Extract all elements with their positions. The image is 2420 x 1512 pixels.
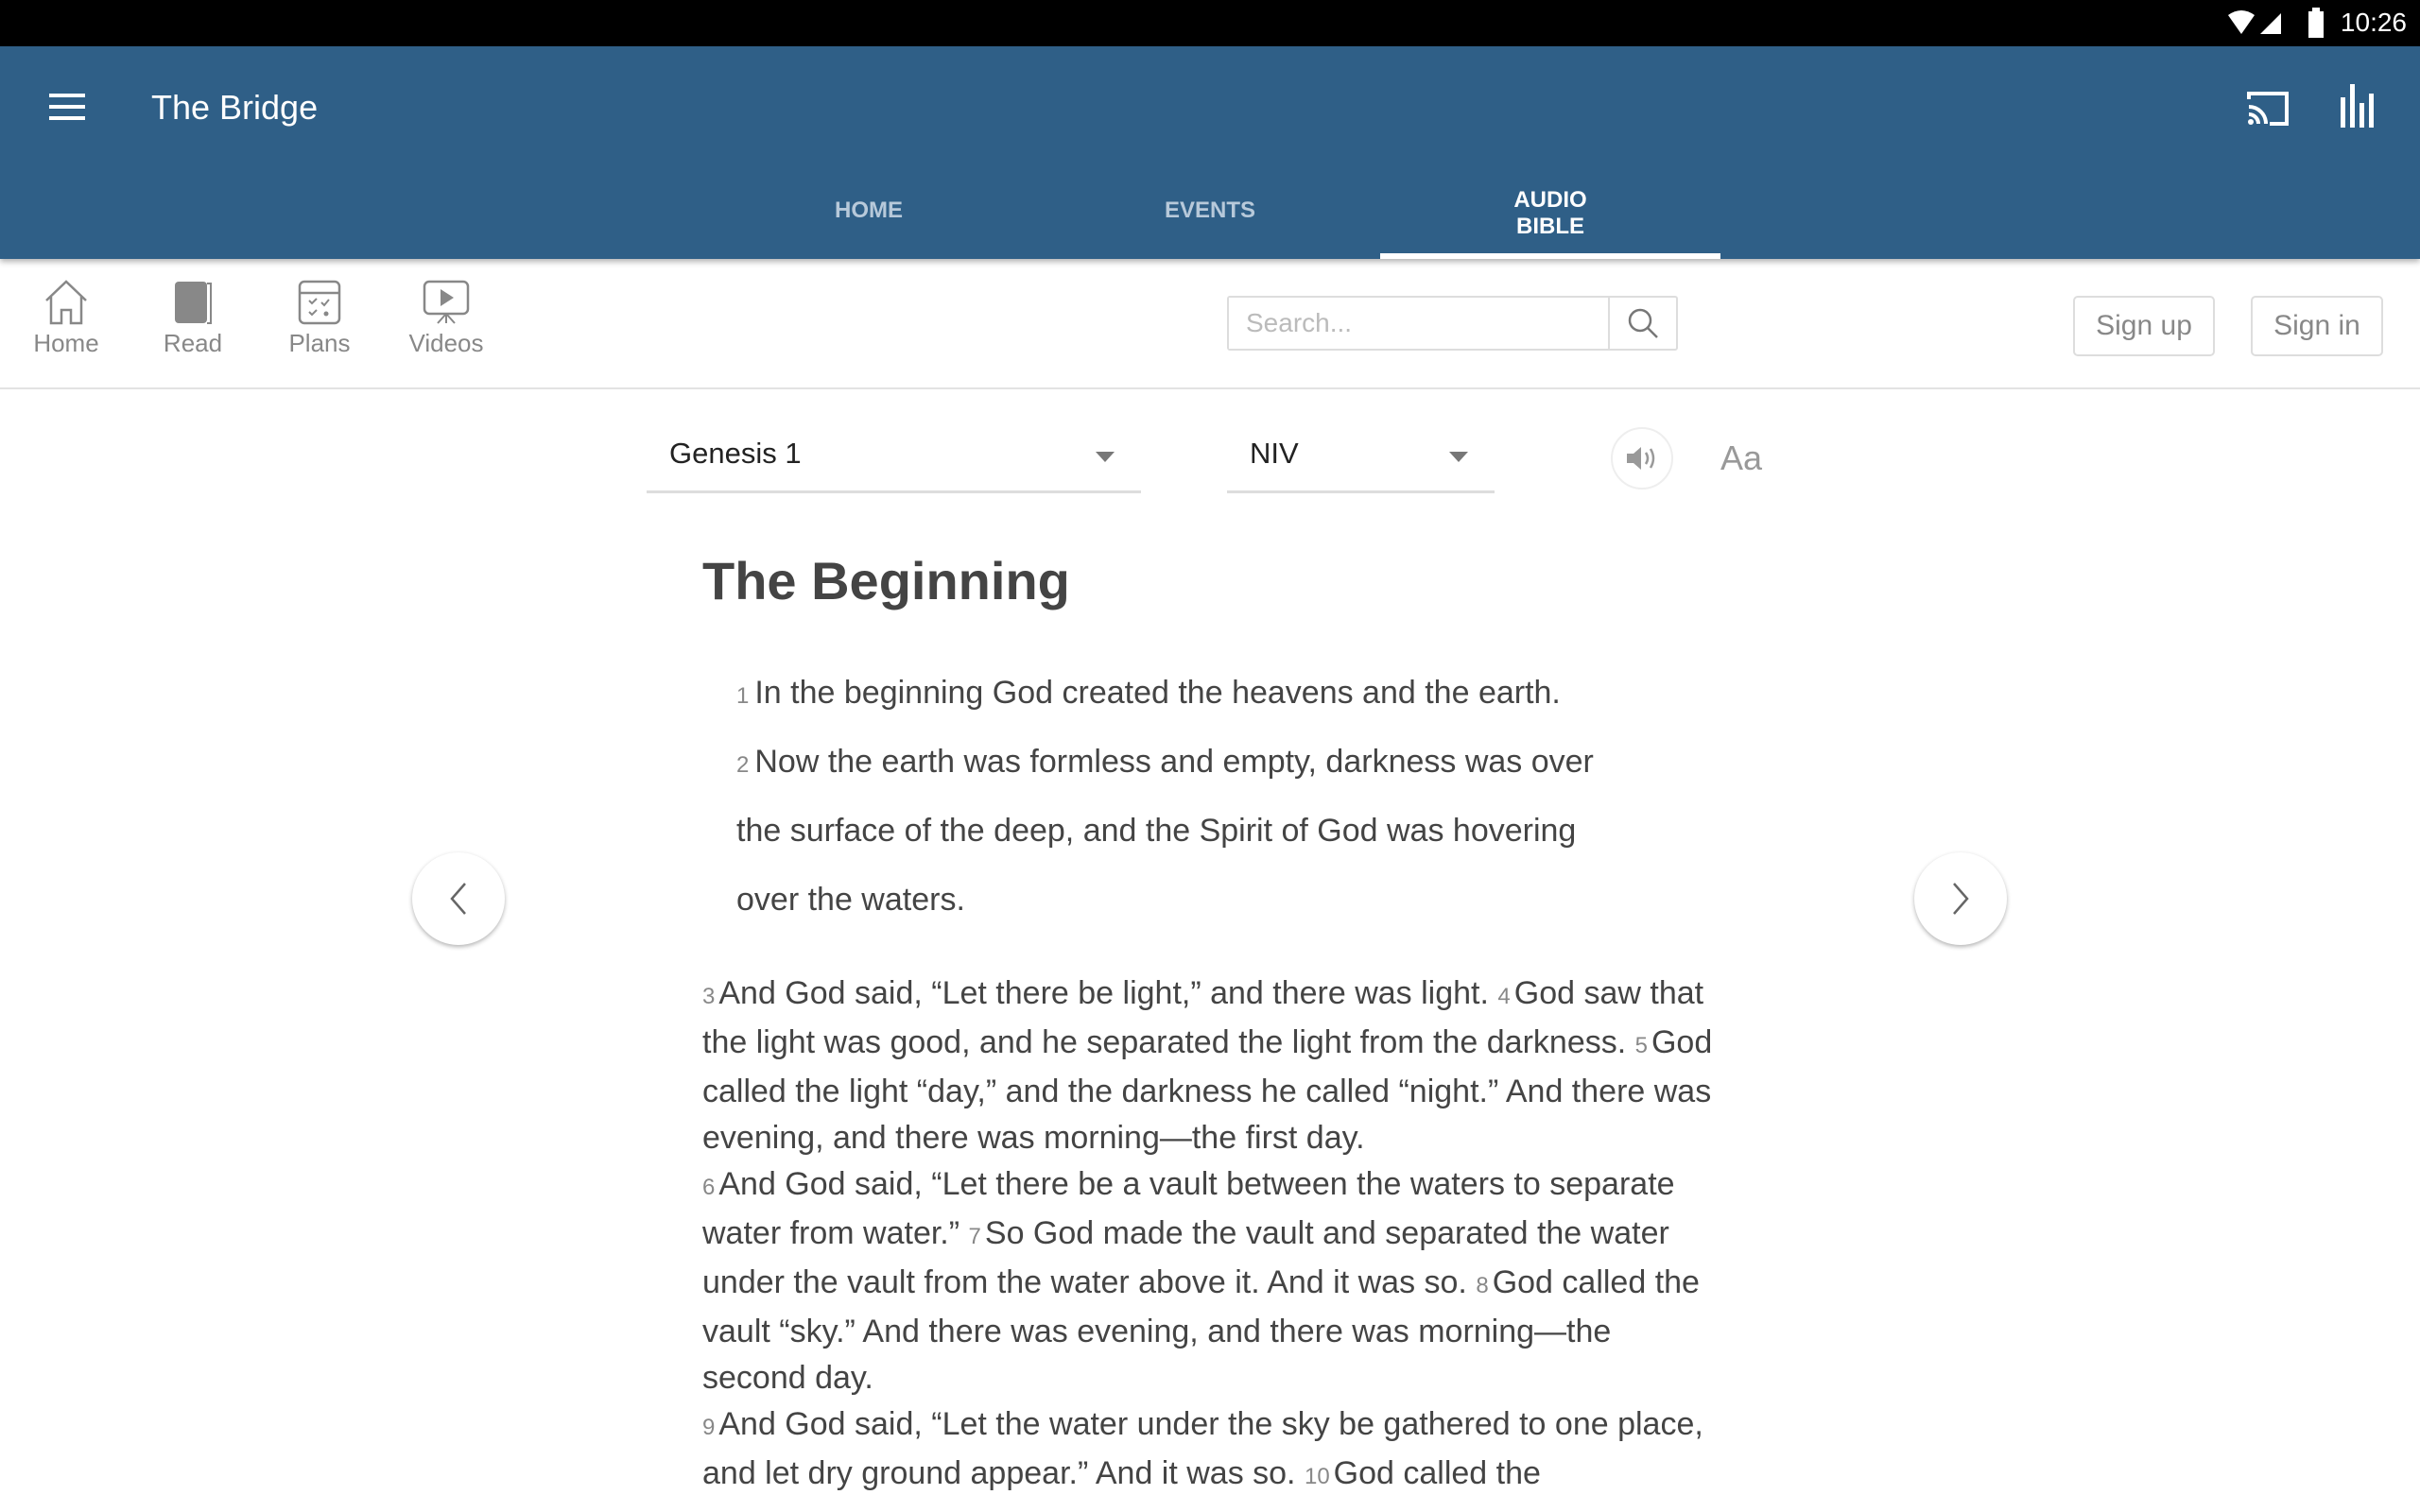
clock: 10:26 (2340, 8, 2407, 37)
version-dropdown[interactable] (1227, 416, 1495, 493)
verse-number: 6 (702, 1175, 716, 1200)
verse-text: God called the light “day,” and the darkness he called “night.” And there was evening, and there was morning—the first day. (702, 1024, 1713, 1156)
app-title: The Bridge (151, 88, 319, 127)
verse-2 (736, 744, 1594, 781)
toolbar-home[interactable] (9, 280, 123, 358)
toolbar-home-label: Home (33, 329, 99, 357)
verse-number: 3 (702, 984, 716, 1009)
verse-2-line-2: the surface of the deep, and the Spirit of God was hovering (736, 813, 1577, 849)
verse-text: Now the earth was formless and empty, darkness was over (754, 744, 1594, 780)
verse-number: 7 (968, 1224, 981, 1249)
verse-number: 5 (1634, 1033, 1648, 1058)
search-box (1227, 296, 1678, 351)
chevron-down-icon (1096, 452, 1115, 462)
cast-icon[interactable] (2245, 90, 2290, 128)
search-button[interactable] (1608, 298, 1676, 349)
chevron-down-icon (1449, 452, 1468, 462)
toolbar-videos[interactable] (389, 280, 503, 358)
toolbar (0, 259, 2420, 389)
verse-text: God called the vault “sky.” And there was evening, and there was morning—the second day. (702, 1264, 1700, 1396)
audio-button[interactable] (1611, 427, 1673, 490)
toolbar-read-label: Read (163, 329, 223, 357)
status-bar (0, 0, 2420, 46)
section-heading: The Beginning (702, 551, 1070, 610)
verse-paragraph (702, 971, 1714, 1500)
toolbar-plans-label: Plans (288, 329, 351, 357)
verse-number: 4 (1497, 984, 1511, 1009)
verse-text: And God said, “Let there be a vault between the waters to separate water from water.” (702, 1166, 1675, 1251)
speaker-icon (1625, 443, 1659, 473)
verse-1 (736, 675, 1561, 712)
chapter-dropdown[interactable] (647, 416, 1141, 493)
verse-number: 2 (736, 752, 750, 778)
video-icon (423, 280, 470, 325)
verse-number: 1 (736, 683, 750, 709)
search-icon (1626, 306, 1660, 340)
plans-icon (298, 280, 341, 325)
previous-chapter-button[interactable] (412, 852, 505, 945)
toolbar-videos-label: Videos (408, 329, 484, 357)
tab-audio-bible[interactable]: AUDIO BIBLE (1513, 187, 1587, 239)
verse-2-line-3: over the waters. (736, 882, 965, 918)
chevron-left-icon (444, 880, 473, 918)
verse-text: In the beginning God created the heavens and the earth. (754, 675, 1561, 711)
tab-events[interactable]: EVENTS (1164, 198, 1256, 223)
sign-in-button[interactable]: Sign in (2251, 296, 2383, 356)
toolbar-plans[interactable] (263, 280, 376, 358)
stats-icon[interactable] (2339, 84, 2378, 128)
app-bar (0, 46, 2420, 259)
tab-home[interactable]: HOME (835, 198, 903, 223)
search-input[interactable] (1229, 298, 1607, 349)
menu-icon[interactable] (49, 92, 87, 122)
verse-number: 9 (702, 1415, 716, 1440)
book-icon (173, 280, 213, 325)
verse-number: 8 (1476, 1273, 1489, 1298)
wifi-signal-icon (2226, 9, 2302, 38)
battery-icon (2307, 8, 2325, 38)
font-size-button[interactable]: Aa (1720, 438, 1763, 477)
next-chapter-button[interactable] (1914, 852, 2007, 945)
verse-text: God called the (1333, 1455, 1541, 1491)
version-value: NIV (1250, 437, 1299, 470)
verse-text: And God said, “Let the water under the sky be gathered to one place, and let dry ground appear.” And it was so. (702, 1406, 1703, 1491)
home-icon (43, 280, 90, 325)
verse-number: 10 (1304, 1464, 1330, 1489)
chevron-right-icon (1946, 880, 1975, 918)
chapter-value: Genesis 1 (669, 437, 802, 470)
verse-text: And God said, “Let there be light,” and there was light. (718, 975, 1489, 1011)
sign-up-button[interactable]: Sign up (2073, 296, 2215, 356)
toolbar-read[interactable] (136, 280, 250, 358)
verse-text: So God made the vault and separated the water under the vault from the water above it. And it was so. (702, 1215, 1669, 1300)
verse-text: God saw that the light was good, and he separated the light from the darkness. (702, 975, 1704, 1060)
